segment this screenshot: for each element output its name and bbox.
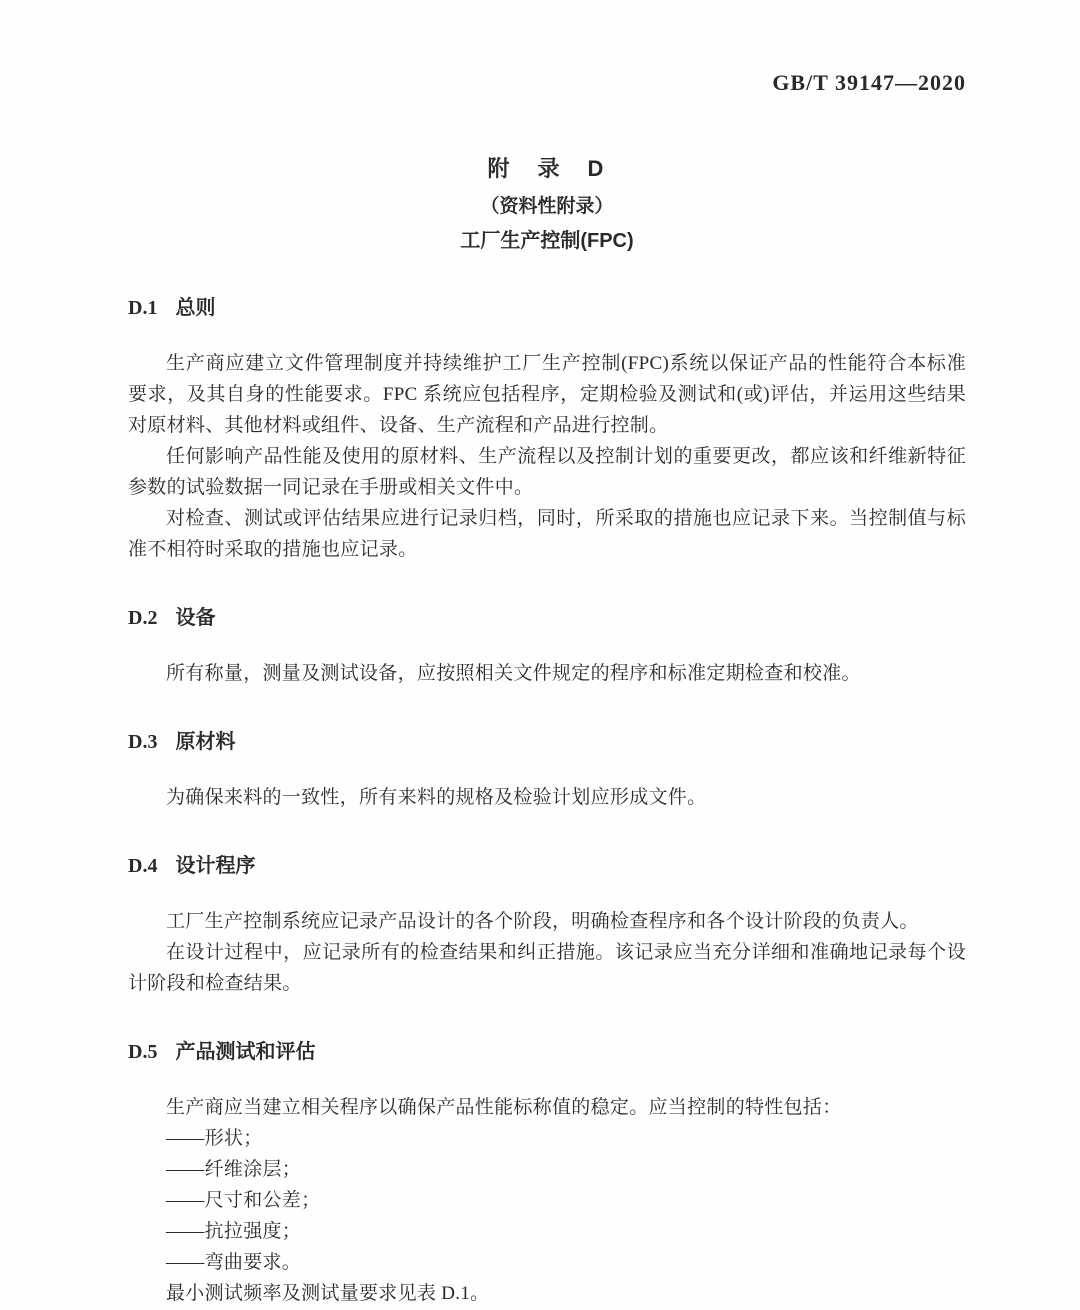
paragraph: 在设计过程中，应记录所有的检查结果和纠正措施。该记录应当充分详细和准确地记录每个设计阶段和检查结果。 [128,942,966,994]
paragraph: 为确保来料的一致性，所有来料的规格及检验计划应形成文件。 [166,787,707,808]
doc-number: GB/T 39147—2020 [772,70,966,95]
section-title: 产品测试和评估 [175,1041,316,1063]
section-number: D.2 [128,607,158,629]
section-title: 设计程序 [175,855,256,877]
section-number: D.4 [128,855,158,877]
section-title: 总则 [175,297,216,319]
section-body [128,658,966,689]
paragraph: 生产商应当建立相关程序以确保产品性能标称值的稳定。应当控制的特性包括： [166,1097,842,1118]
appendix-title: 附 录 D [487,156,607,181]
section-title: 原材料 [175,731,236,753]
section-d4 [128,853,966,999]
section-number: D.1 [128,297,158,319]
section-heading [128,1039,966,1066]
list-item: ——形状； [166,1128,263,1149]
section-heading [128,729,966,756]
section-body [128,906,966,999]
paragraph: 所有称量，测量及测试设备，应按照相关文件规定的程序和标准定期检查和校准。 [166,663,861,684]
section-number: D.5 [128,1041,158,1063]
list-item: ——纤维涂层； [166,1159,302,1180]
appendix-header [128,154,966,255]
list-item: ——抗拉强度； [166,1221,302,1242]
paragraph: 任何影响产品性能及使用的原材料、生产流程以及控制计划的重要更改，都应该和纤维新特征参数的试验数据一同记录在手册或相关文件中。 [128,446,966,498]
appendix-subtitle: （资料性附录） [480,196,614,217]
paragraph: 工厂生产控制系统应记录产品设计的各个阶段，明确检查程序和各个设计阶段的负责人。 [166,911,919,932]
list-item: ——尺寸和公差； [166,1190,321,1211]
closing-paragraph: 最小测试频率及测试量要求见表 D.1。 [166,1283,490,1304]
section-title: 设备 [175,607,216,629]
section-d2 [128,605,966,689]
paragraph: 对检查、测试或评估结果应进行记录归档，同时，所采取的措施也应记录下来。当控制值与标准不相符时采取的措施也应记录。 [128,508,966,560]
section-body [128,348,966,565]
list-item: ——弯曲要求。 [166,1252,302,1273]
section-heading [128,605,966,632]
section-number: D.3 [128,731,158,753]
section-d3 [128,729,966,813]
section-d5 [128,1039,966,1309]
section-body [128,1092,966,1309]
section-d1 [128,295,966,565]
appendix-name: 工厂生产控制(FPC) [460,230,634,252]
section-body [128,782,966,813]
section-heading [128,295,966,322]
paragraph: 生产商应建立文件管理制度并持续维护工厂生产控制(FPC)系统以保证产品的性能符合本标准要求，及其自身的性能要求。FPC 系统应包括程序，定期检验及测试和(或)评估，并运用这些结果对原材料、其他材料或组件、设备、生产流程和产品进行控制。 [128,353,966,436]
section-heading [128,853,966,880]
